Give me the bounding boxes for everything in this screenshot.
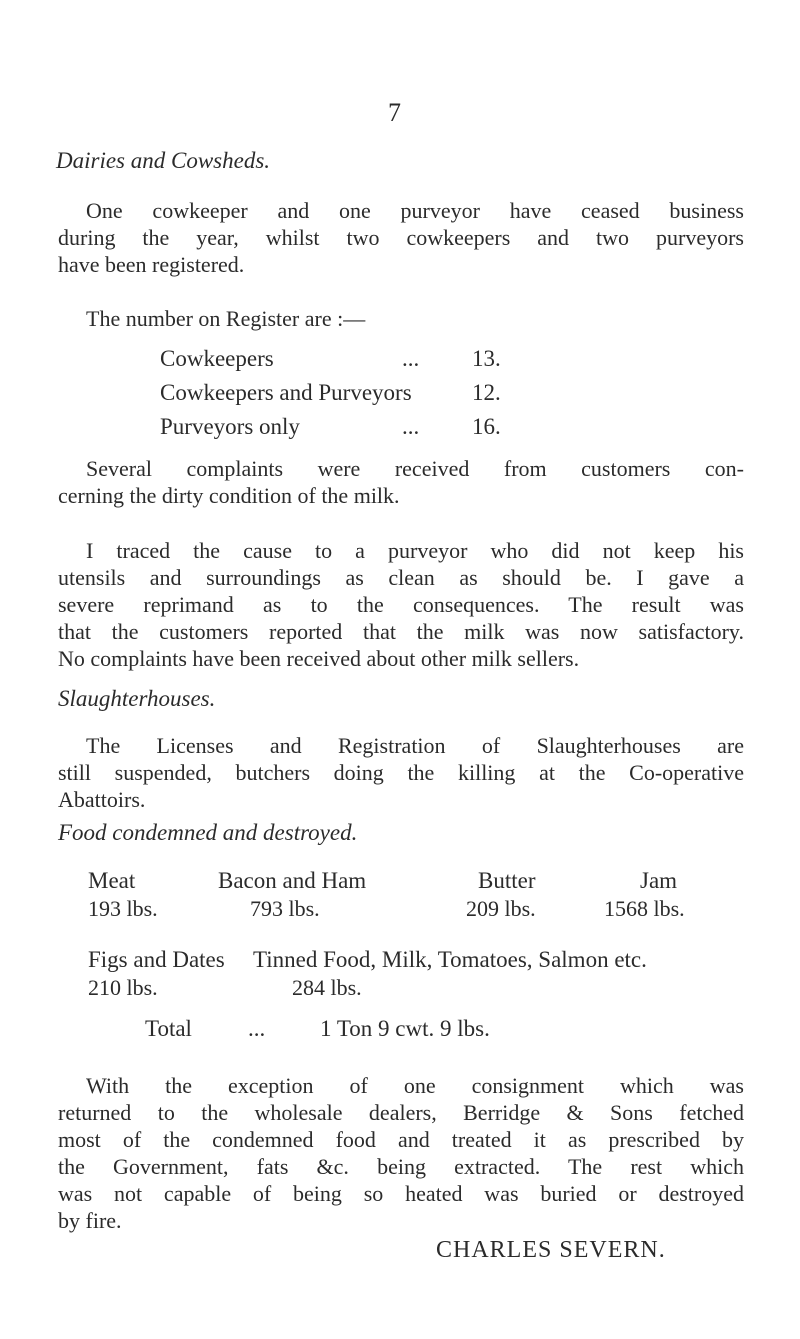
text-line: Abattoirs. (58, 787, 146, 812)
food-item: Butter (478, 868, 536, 893)
page-number: 7 (388, 98, 401, 127)
food-amount: 193 lbs. (88, 896, 158, 921)
register-dots: ... (402, 346, 420, 371)
text-line: Several complaints were received from customers con- (86, 456, 744, 481)
register-label: Purveyors only (160, 414, 300, 439)
food-amount: 1568 lbs. (604, 896, 685, 921)
food-amount: 793 lbs. (250, 896, 320, 921)
dairies-heading (56, 148, 270, 174)
register-dots: ... (402, 414, 420, 439)
food-heading-text: Food condemned and destroyed. (58, 820, 358, 845)
food-item: Jam (640, 868, 678, 893)
text-line: With the exception of one consignment which was (86, 1073, 744, 1098)
total-value: 1 Ton 9 cwt. 9 lbs. (320, 1016, 490, 1041)
total-dots: ... (248, 1016, 266, 1041)
register-value: 12. (472, 380, 501, 405)
text-line: cerning the dirty condition of the milk. (58, 483, 400, 508)
text-line: severe reprimand as to the consequences. The result was (58, 592, 744, 617)
food-item: Bacon and Ham (218, 868, 367, 893)
slaughterhouses-paragraph (58, 732, 744, 813)
text-line: the Government, fats &c. being extracted. The rest which (58, 1154, 744, 1179)
text-line: I traced the cause to a purveyor who did not keep his (86, 538, 744, 563)
dairies-paragraph-1 (58, 197, 744, 278)
text-line: have been registered. (58, 252, 245, 277)
text-line: The Licenses and Registration of Slaughterhouses are (86, 733, 744, 758)
register-value: 16. (472, 414, 501, 439)
slaughterhouses-heading (58, 686, 215, 712)
register-label: Cowkeepers (160, 346, 274, 371)
text-line: No complaints have been received about other milk sellers. (58, 646, 580, 671)
text-line: still suspended, butchers doing the killing at the Co-operative (58, 760, 744, 785)
food-amount: 284 lbs. (292, 975, 362, 1000)
food-item: Tinned Food, Milk, Tomatoes, Salmon etc. (253, 947, 647, 972)
text-line: returned to the wholesale dealers, Berridge & Sons fetched (58, 1100, 744, 1125)
total-label: Total (145, 1016, 192, 1041)
dairies-heading-text: Dairies and Cowsheds. (56, 148, 271, 173)
text-line: utensils and surroundings as clean as should be. I gave a (58, 565, 744, 590)
slaughterhouses-heading-text: Slaughterhouses. (58, 686, 216, 711)
signature: CHARLES SEVERN. (436, 1237, 666, 1263)
text-line: that the customers reported that the milk was now satisfactory. (58, 619, 744, 644)
food-amount: 210 lbs. (88, 975, 158, 1000)
text-line: most of the condemned food and treated it as prescribed by (58, 1127, 744, 1152)
register-value: 13. (472, 346, 501, 371)
dairies-paragraph-3 (58, 537, 744, 672)
food-amount: 209 lbs. (466, 896, 536, 921)
text-line: by fire. (58, 1208, 122, 1233)
text-line: during the year, whilst two cowkeepers and two purveyors (58, 225, 744, 250)
text-line: One cowkeeper and one purveyor have ceased business (86, 198, 744, 223)
food-heading (58, 820, 357, 846)
dairies-paragraph-2 (58, 455, 744, 509)
food-item: Figs and Dates (88, 947, 225, 972)
register-intro: The number on Register are :— (86, 306, 366, 331)
text-line: was not capable of being so heated was buried or destroyed (58, 1181, 744, 1206)
food-item: Meat (88, 868, 136, 893)
register-label: Cowkeepers and Purveyors (160, 380, 412, 405)
food-paragraph (58, 1072, 744, 1234)
